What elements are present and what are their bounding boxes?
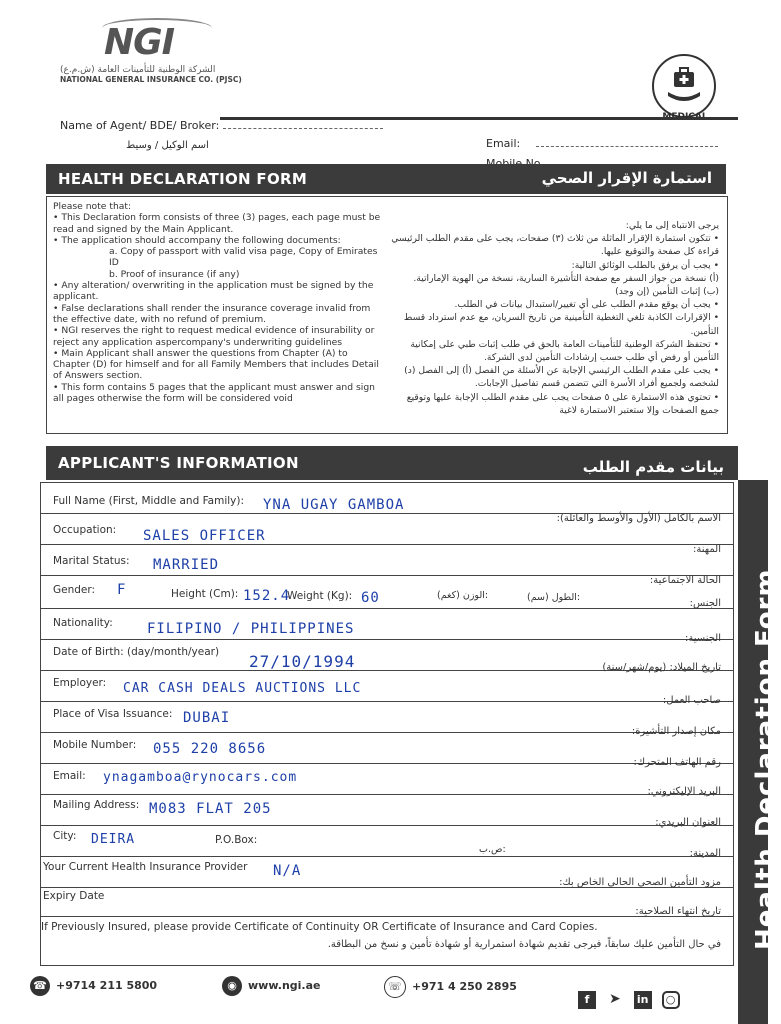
instagram-icon[interactable]: ○	[662, 991, 680, 1009]
note-ar-line: • يجب أن يوقع مقدم الطلب على أي تغيير/استبدال بيانات في الطلب.	[454, 299, 719, 311]
nationality-label: Nationality:	[53, 617, 113, 629]
occupation-label-ar: المهنة:	[693, 544, 721, 555]
marital-label-ar: الحالة الاجتماعية:	[649, 575, 721, 586]
footer-phone	[30, 976, 157, 996]
declaration-title-ar: استمارة الإقرار الصحي	[541, 169, 712, 187]
row-gender[interactable]	[41, 576, 733, 609]
gender-label-ar: الجنس:	[689, 598, 721, 609]
applicant-title: APPLICANT'S INFORMATION	[58, 454, 299, 472]
note-en-line: • The application should accompany the following documents:	[53, 234, 341, 246]
footer-website-text[interactable]: www.ngi.ae	[248, 979, 321, 992]
footer-social	[572, 990, 680, 1009]
pobox-label-ar: ص.ب:	[479, 844, 506, 855]
employer-label-ar: صاحب العمل:	[662, 695, 721, 706]
email-dotted-line	[536, 136, 718, 147]
note-en-line: • This form contains 5 pages that the applicant must answer and sign all pages otherwise the form will be considered void	[53, 381, 375, 405]
row-marital[interactable]	[41, 545, 733, 586]
applicant-header	[46, 446, 738, 480]
agent-label: Name of Agent/ BDE/ Broker:	[60, 119, 220, 132]
applicant-email-value[interactable]: ynagamboa@rynocars.com	[103, 770, 298, 785]
visa-label-ar: مكان إصدار التأشيرة:	[631, 726, 721, 737]
footer-tollfree-text: +971 4 250 2895	[412, 980, 517, 993]
row-mailing[interactable]	[41, 795, 733, 826]
row-occupation[interactable]	[41, 514, 733, 555]
applicant-form	[40, 482, 734, 966]
dob-label-ar: تاريخ الميلاد: (يوم/شهر/سنة)	[602, 662, 721, 673]
note-ar-line: • الإقرارات الكاذبة تلغي التغطية التأمينية من تاريخ السريان، مع عدم استرداد قسط التأمين.	[403, 312, 719, 337]
city-label-ar: المدينة:	[689, 848, 721, 859]
mobile-number-label: Mobile Number:	[53, 739, 137, 751]
note-ar-line: يرجى الانتباه إلى ما يلي:	[625, 220, 719, 231]
note-ar-line: • تتكون استمارة الإقرار الماثلة من ثلاث (٣) صفحات، يجب على مقدم الطلب الرئيسي قراءة كل صفحة والتوقيع عليها.	[391, 233, 719, 258]
note-ar-line: (ب) إثبات التأمين (إن وجد)	[615, 286, 719, 298]
gender-value[interactable]: F	[117, 582, 127, 598]
footer-website[interactable]	[222, 976, 321, 996]
agent-label-ar: اسم الوكيل / وسيط	[126, 140, 209, 151]
visa-value[interactable]: DUBAI	[183, 710, 231, 726]
note-en-line: • False declarations shall render the insurance coverage invalid from the effective date, with no refund of premium.	[53, 302, 371, 325]
weight-label: Weight (Kg):	[287, 590, 353, 602]
marital-label: Marital Status:	[53, 555, 130, 567]
provider-label-ar: مزود التأمين الصحي الحالي الخاص بك:	[559, 877, 721, 888]
note-en-line: b. Proof of insurance (if any)	[109, 268, 240, 280]
provider-label: Your Current Health Insurance Provider	[43, 861, 248, 873]
company-logo	[60, 22, 250, 84]
prev-insured-ar: في حال التأمين عليك سابقاً، فيرجى تقديم شهادة استمرارية أو شهادة تأمين و نسخ من البطاقة.	[327, 939, 721, 950]
pobox-label: P.O.Box:	[215, 834, 258, 846]
company-name-ar: الشركة الوطنية للتأمينات العامة (ش.م.ع)	[60, 65, 216, 75]
city-value[interactable]: DEIRA	[91, 832, 136, 847]
row-city[interactable]	[41, 826, 733, 857]
occupation-value[interactable]: SALES OFFICER	[143, 528, 266, 544]
notes-ar	[389, 219, 719, 417]
note-ar-line: • تحتفظ الشركة الوطنية للتأمينات العامة بالحق في طلب إثبات طبي على إمكانية التأمين أو رفض أي طلب حسب إرشادات التأمين لدى الشركة.	[410, 338, 719, 364]
row-expiry[interactable]	[41, 888, 733, 917]
mailing-label: Mailing Address:	[53, 799, 140, 811]
nationality-value[interactable]: FILIPINO / PHILIPPINES	[147, 621, 355, 637]
twitter-icon[interactable]: ➤	[608, 991, 621, 1007]
agent-field[interactable]	[60, 118, 383, 132]
dob-value[interactable]: 27/10/1994	[249, 652, 356, 671]
nationality-label-ar: الجنسية:	[685, 633, 721, 644]
note-en-line: Please note that:	[53, 201, 132, 212]
mobile-number-value[interactable]: 055 220 8656	[153, 741, 267, 757]
notes-en	[53, 201, 383, 404]
occupation-label: Occupation:	[53, 524, 117, 536]
provider-value[interactable]: N/A	[273, 863, 302, 879]
full-name-label: Full Name (First, Middle and Family):	[53, 495, 245, 507]
logo-text: NGI	[104, 22, 175, 63]
logo-swoosh	[102, 18, 212, 38]
note-en-line: • Main Applicant shall answer the questions from Chapter (A) to Chapter (D) for himself and for all Family Members that includes Detail of Answers section.	[53, 347, 379, 382]
visa-label: Place of Visa Issuance:	[53, 708, 173, 720]
row-mobile[interactable]	[41, 733, 733, 768]
agent-dotted-line	[223, 118, 383, 129]
declaration-title: HEALTH DECLARATION FORM	[58, 170, 308, 188]
full-name-label-ar: الاسم بالكامل (الأول والأوسط والعائلة):	[556, 513, 721, 524]
marital-value[interactable]: MARRIED	[153, 557, 220, 573]
row-visa[interactable]	[41, 702, 733, 737]
footer-tollfree	[384, 976, 517, 998]
height-label: Height (Cm):	[171, 588, 239, 600]
globe-icon: ◉	[222, 976, 242, 996]
row-email[interactable]	[41, 764, 733, 795]
note-ar-line: • تحتوي هذه الاستمارة على ٥ صفحات يجب على مقدم الطلب الإجابة عليها وتوقيع جميع الصفحات وإلا ستعتبر الاستمارة لاغية	[406, 391, 719, 416]
weight-label-ar: الوزن (كغم):	[437, 590, 489, 601]
company-name-en: NATIONAL GENERAL INSURANCE CO. (PJSC)	[60, 75, 242, 84]
height-label-ar: الطول (سم):	[527, 592, 581, 603]
row-dob[interactable]	[41, 640, 733, 671]
facebook-icon[interactable]: f	[578, 991, 596, 1009]
email-label: Email:	[486, 137, 521, 150]
applicant-title-ar: بيانات مقدم الطلب	[582, 458, 724, 476]
note-en-line: • Any alteration/ overwriting in the application must be signed by the applicant.	[53, 280, 374, 303]
note-ar-line: (أ) نسخة من جواز السفر مع صفحة التأشيرة السارية، نسخة من الهوية الإماراتية.	[413, 272, 719, 284]
full-name-value[interactable]: YNA UGAY GAMBOA	[263, 497, 405, 513]
mailing-value[interactable]: M083 FLAT 205	[149, 801, 272, 817]
row-nationality[interactable]	[41, 609, 733, 644]
prev-insured-en: If Previously Insured, please provide Certificate of Continuity OR Certificate of Insurance and Card Copies.	[41, 921, 598, 933]
medical-kit-hand-icon	[652, 54, 716, 118]
employer-value[interactable]: CAR CASH DEALS AUCTIONS LLC	[123, 681, 362, 696]
note-ar-line: • يجب أن يرفق بالطلب الوثائق التالية:	[571, 259, 719, 271]
declaration-header	[46, 164, 726, 194]
support-phone-icon: ☏	[384, 976, 406, 998]
linkedin-icon[interactable]: in	[634, 991, 652, 1009]
expiry-label-ar: تاريخ انتهاء الصلاحية:	[635, 906, 721, 917]
note-en-line: • NGI reserves the right to request medical evidence of insurability or reject any application aspercompany's underwriting guidelines	[53, 325, 375, 348]
row-full-name[interactable]	[41, 483, 733, 524]
note-en-line: • This Declaration form consists of three (3) pages, each page must be read and signed by the Main Applicant.	[53, 212, 381, 235]
city-label: City:	[53, 830, 77, 842]
employer-label: Employer:	[53, 677, 107, 689]
row-prev-insured	[41, 917, 733, 965]
dob-label: Date of Birth: (day/month/year)	[53, 646, 220, 658]
gender-label: Gender:	[53, 584, 96, 596]
height-value[interactable]: 152.4	[243, 588, 291, 604]
mailing-label-ar: العنوان البريدي:	[655, 817, 721, 828]
note-ar-line: • يجب على مقدم الطلب الرئيسي الإجابة عن الأسئلة من الفصل (أ) إلى الفصل (د) لشخصه ولجميع أفراد الأسرة التي تتضمن قسم تفاصيل الإجابات.	[404, 365, 719, 390]
mobile-number-label-ar: رقم الهاتف المتحرك:	[633, 757, 721, 768]
email-field[interactable]	[486, 136, 718, 150]
applicant-email-label-ar: البريد الإليكتروني:	[647, 786, 721, 797]
row-provider[interactable]	[41, 857, 733, 888]
declaration-notes	[46, 196, 728, 434]
weight-value[interactable]: 60	[361, 590, 380, 606]
note-en-line: a. Copy of passport with valid visa page, Copy of Emirates ID	[109, 246, 378, 269]
footer-phone-text: +9714 211 5800	[56, 979, 158, 992]
phone-icon: ☎	[30, 976, 50, 996]
row-employer[interactable]	[41, 671, 733, 706]
expiry-label: Expiry Date	[43, 890, 105, 902]
applicant-email-label: Email:	[53, 770, 86, 782]
side-banner-text: Health Declaration Form	[751, 568, 781, 950]
